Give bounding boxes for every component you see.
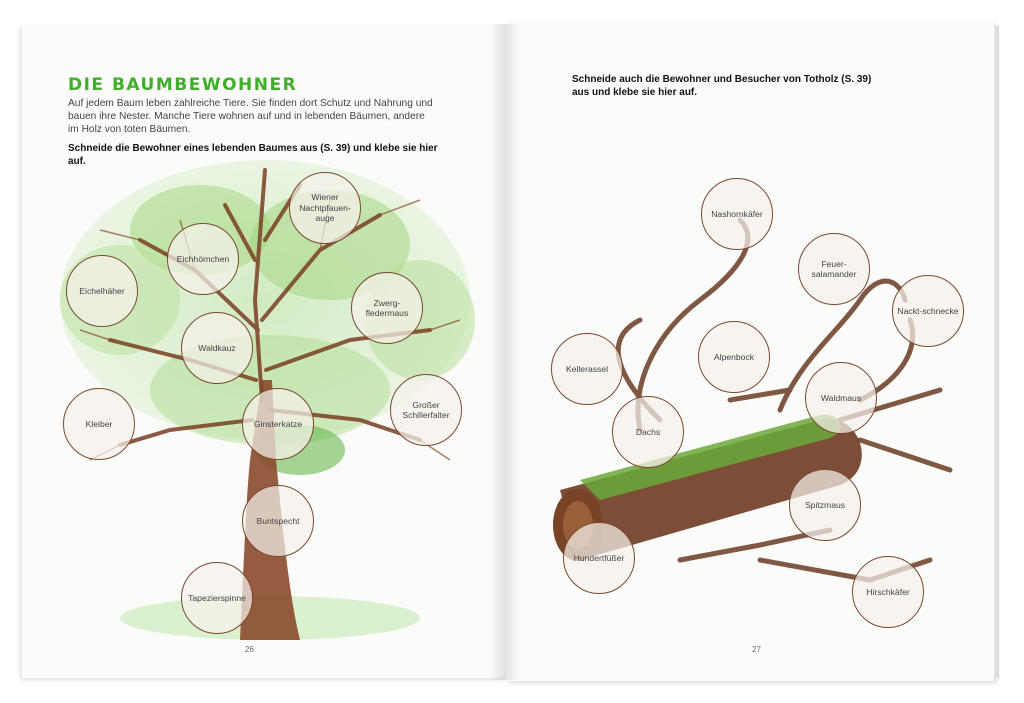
sticker-spot-hirschkaefer[interactable]: [852, 556, 924, 628]
sticker-spot-nacktschnecke[interactable]: [892, 275, 964, 347]
sticker-label: Waldmaus: [820, 392, 862, 403]
sticker-label: Eichhörnchen: [176, 253, 230, 264]
page-number-right: 27: [752, 645, 761, 654]
page-number-left: 26: [245, 645, 254, 654]
sticker-label: Spitzmaus: [804, 499, 846, 510]
sticker-spot-ginsterkatze[interactable]: [242, 388, 314, 460]
page-title: DIE BAUMBEWOHNER: [68, 75, 298, 95]
sticker-label: Wiener Nachtpfauen-auge: [299, 192, 351, 224]
sticker-label: Buntspecht: [256, 515, 300, 526]
sticker-label: Tapezierspinne: [188, 592, 246, 603]
sticker-spot-alpenbock[interactable]: [698, 321, 770, 393]
sticker-spot-eichelhaeher[interactable]: [66, 255, 138, 327]
sticker-label: Feuer-salamander: [811, 258, 857, 279]
intro-text: Auf jedem Baum leben zahlreiche Tiere. Sie finden dort Schutz und Nahrung und bauen ihre Nester. Manche Tiere wohnen auf und in lebenden Bäumen, andere im Holz von toten Bäumen.: [68, 98, 433, 136]
sticker-label: Nackt-schnecke: [897, 305, 959, 316]
sticker-label: Waldkauz: [198, 342, 236, 353]
sticker-label: Dachs: [635, 426, 661, 437]
sticker-spot-waldmaus[interactable]: [805, 362, 877, 434]
sticker-spot-hundertfuesser[interactable]: [563, 522, 635, 594]
sticker-spot-kellerassel[interactable]: [551, 333, 623, 405]
sticker-spot-wiener-nachtpfauenauge[interactable]: [289, 172, 361, 244]
sticker-label: Nashornkäfer: [711, 208, 763, 219]
sticker-spot-zwergfledermaus[interactable]: [351, 272, 423, 344]
sticker-spot-nashornkaefer[interactable]: [701, 178, 773, 250]
sticker-label: Hundertfüßer: [573, 552, 625, 563]
sticker-spot-schillerfalter[interactable]: [390, 374, 462, 446]
sticker-spot-tapezierspinne[interactable]: [181, 562, 253, 634]
instruction-left: Schneide die Bewohner eines lebenden Baumes aus (S. 39) und klebe sie hier auf.: [68, 143, 438, 167]
sticker-label: Zwerg-fledermaus: [365, 297, 409, 318]
sticker-label: Ginsterkatze: [253, 418, 303, 429]
sticker-spot-dachs[interactable]: [612, 396, 684, 468]
sticker-label: Kleiber: [85, 418, 113, 429]
sticker-label: Hirschkäfer: [866, 586, 910, 597]
sticker-spot-spitzmaus[interactable]: [789, 469, 861, 541]
sticker-spot-buntspecht[interactable]: [242, 485, 314, 557]
instruction-right: Schneide auch die Bewohner und Besucher von Totholz (S. 39) aus und klebe sie hier auf.: [572, 74, 872, 98]
sticker-label: Eichelhäher: [79, 285, 125, 296]
sticker-label: Alpenbock: [713, 351, 755, 362]
sticker-spot-waldkauz[interactable]: [181, 312, 253, 384]
sticker-spot-feuersalamander[interactable]: [798, 233, 870, 305]
sticker-label: Großer Schillerfalter: [402, 399, 450, 420]
sticker-spot-eichhoernchen[interactable]: [167, 223, 239, 295]
sticker-spot-kleiber[interactable]: [63, 388, 135, 460]
sticker-label: Kellerassel: [565, 363, 609, 374]
